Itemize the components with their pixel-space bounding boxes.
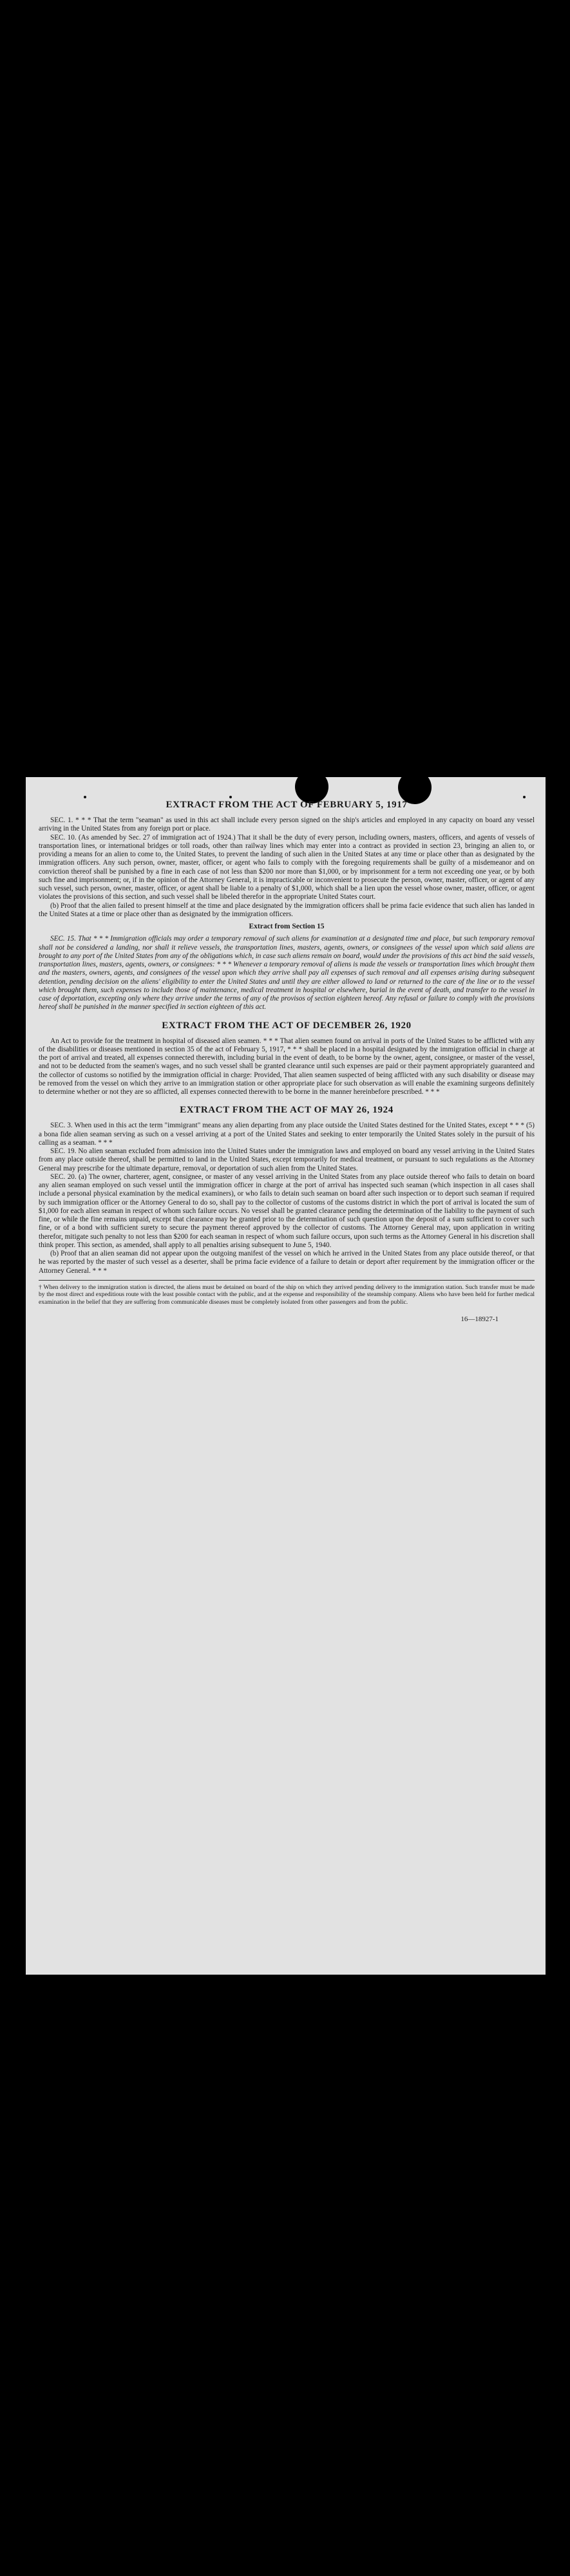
form-number: 16—18927-1 — [461, 1315, 499, 1323]
paragraph: SEC. 20. (a) The owner, charterer, agent, consignee, or master of any vessel arriving in the United States from any place outside thereof who fails to detain on board any alien seaman employed on such vessel until the immigration officer in charge at the port of arrival has inspected such seaman (which inspection in all cases shall include a personal physical examination by the medical examiners), or who fails to detain such seaman on board after such inspection or to deport such seaman if required by such immigration officer or the Attorney General to do so, shall pay to the collector of customs of the customs district in which the port of arrival is located the sum of $1,000 for each alien seaman in respect of whom such failure occurs. No vessel shall be granted clearance pending the determination of the liability to the payment of such fine, or while the fine remains unpaid, except that clearance may be granted prior to the determination of such question upon the deposit of a sum sufficient to cover such fine, or of a bond with sufficient surety to secure the payment thereof approved by the collector of customs. The Attorney General may, upon application in writing therefor, mitigate such penalty to not less than $200 for each seaman in respect of whom such failure occurs, upon such terms as the Attorney General in his discretion shall think proper. This section, as amended, shall apply to all penalties arising subsequent to June 5, 1940. — [39, 1172, 535, 1249]
subheading: Extract from Section 15 — [249, 923, 325, 930]
paragraph: SEC. 10. (As amended by Sec. 27 of immigration act of 1924.) That it shall be the duty of every person, including owners, masters, officers, and agents of vessels of transportation lines, or international bridges or toll roads, other than railway lines which may enter into a contract as provided in section 23, bringing an alien to, or providing a means for an alien to come to, the United States, to prevent the landing of such alien in the United States at any time or place other than as designated by the immigration officers. Any such person, owner, master, officer, or agent who fails to comply with the foregoing requirements shall be guilty of a misdemeanor and on conviction thereof shall be punished by a fine in each case of not less than $200 nor more than $1,000, or by imprisonment for a term not exceeding one year, or by both such fine and imprisonment; or, if in the opinion of the Attorney General, it is impracticable or inconvenient to prosecute the person, owner, master, officer, or agent of any such vessel, such person, owner, master, officer, or agent shall be liable to a penalty of $1,000, which shall be a lien upon the vessel whose owner, master, officer, or agent violates the provisions of this section, and such vessel shall be libeled therefor in the appropriate United States court. — [39, 833, 535, 901]
paragraph: SEC. 15. That * * * Immigration officials may order a temporary removal of such aliens for examination at a designated time and place, but such temporary removal shall not be considered a landing, nor shall it relieve vessels, the transportation lines, masters, agents, owners, or consignees of the vessel upon which said aliens are brought to any port of the United States from any of the obligations which, in case such aliens remain on board, would under the provisions of this act bind the said vessels, transportation lines, masters, agents, owners, or consignees: * * * Whenever a temporary removal of aliens is made the vessels or transportation lines which brought them and the masters, owners, agents, and consignees of the vessel upon which they arrive shall pay all expenses of such removal and all expenses arising during subsequent detention, pending decision on the aliens' eligibility to enter the United States and until they are either allowed to land or returned to the care of the line or to the vessel which brought them, such expenses to include those of maintenance, medical treatment in hospital or elsewhere, burial in the event of death, and transfer to the vessel in case of deportation, excepting only where they arrive under the terms of any of the provisos of section eighteen hereof. Any refusal or failure to comply with the provisions hereof shall be punished in the manner specified in section eighteen of this act. — [39, 935, 535, 1011]
footnote: † When delivery to the immigration station is directed, the aliens must be detained on board of the ship on which they arrived pending delivery to the immigration station. Such transfer must be made by the most direct and expeditious route with the least possible contact with the public, and at the expense and responsibility of the steamship company. Aliens who have been held for further medical examination in the belief that they are suffering from communicable diseases must be completely isolated from other passengers and from the public. — [39, 1280, 535, 1306]
ink-speck — [523, 796, 526, 798]
paragraph: SEC. 3. When used in this act the term "immigrant" means any alien departing from any place outside the United States destined for the United States, except * * * (5) a bona fide alien seaman serving as such on a vessel arriving at a port of the United States and seeking to enter temporarily the United States solely in the pursuit of his calling as a seaman. * * * — [39, 1122, 535, 1147]
paragraph: SEC. 1. * * * That the term "seaman" as used in this act shall include every person signed on the ship's articles and employed in any capacity on board any vessel arriving in the United States from any foreign port or place. — [39, 816, 535, 833]
paragraph: (b) Proof that an alien seaman did not appear upon the outgoing manifest of the vessel on which he arrived in the United States from any place outside thereof, or that he was reported by the master of such vessel as a deserter, shall be prima facie evidence of a failure to detain or deport after requirement by the immigration officer or the Attorney General. * * * — [39, 1250, 535, 1275]
ink-speck — [84, 796, 86, 798]
document-body — [39, 799, 535, 1324]
paragraph: SEC. 19. No alien seaman excluded from admission into the United States under the immigration laws and employed on board any vessel arriving in the United States from any place outside thereof, shall be permitted to land in the United States, except temporarily for medical treatment, or pursuant to such regulations as the Attorney General may prescribe for the ultimate departure, removal, or deportation of such alien from the United States. — [39, 1147, 535, 1172]
section-title: EXTRACT FROM THE ACT OF FEBRUARY 5, 1917 — [166, 800, 408, 810]
section-title: EXTRACT FROM THE ACT OF DECEMBER 26, 1920 — [162, 1020, 412, 1031]
paragraph: An Act to provide for the treatment in hospital of diseased alien seamen. * * * That alien seamen found on arrival in ports of the United States to be afflicted with any of the disabilities or diseases mentioned in section 35 of the act of February 5, 1917, * * * shall be placed in a hospital designated by the immigration official in charge at the port of arrival and treated, all expenses connected therewith, including burial in the event of death, to be borne by the owner, agent, consignee, or master of the vessel, and not to be deducted from the seamen's wages, and no such vessel shall be granted clearance until such expenses are paid or their payment appropriately guaranteed and the collector of customs so notified by the immigration official in charge: Provided, That alien seamen suspected of being afflicted with any such disability or disease may be removed from the vessel on which they arrive to an immigration station or other appropriate place for such observation as will enable the examining surgeons definitely to determine whether or not they are so afflicted, all expenses connected therewith to be borne in the manner hereinbefore prescribed. * * * — [39, 1037, 535, 1096]
section-title: EXTRACT FROM THE ACT OF MAY 26, 1924 — [180, 1105, 394, 1116]
ink-speck — [229, 796, 232, 798]
document-sheet — [26, 777, 546, 1975]
paragraph: (b) Proof that the alien failed to present himself at the time and place designated by the immigration officers shall be prima facie evidence that such alien has landed in the United States at a time or place other than as designated by the immigration officers. — [39, 901, 535, 918]
